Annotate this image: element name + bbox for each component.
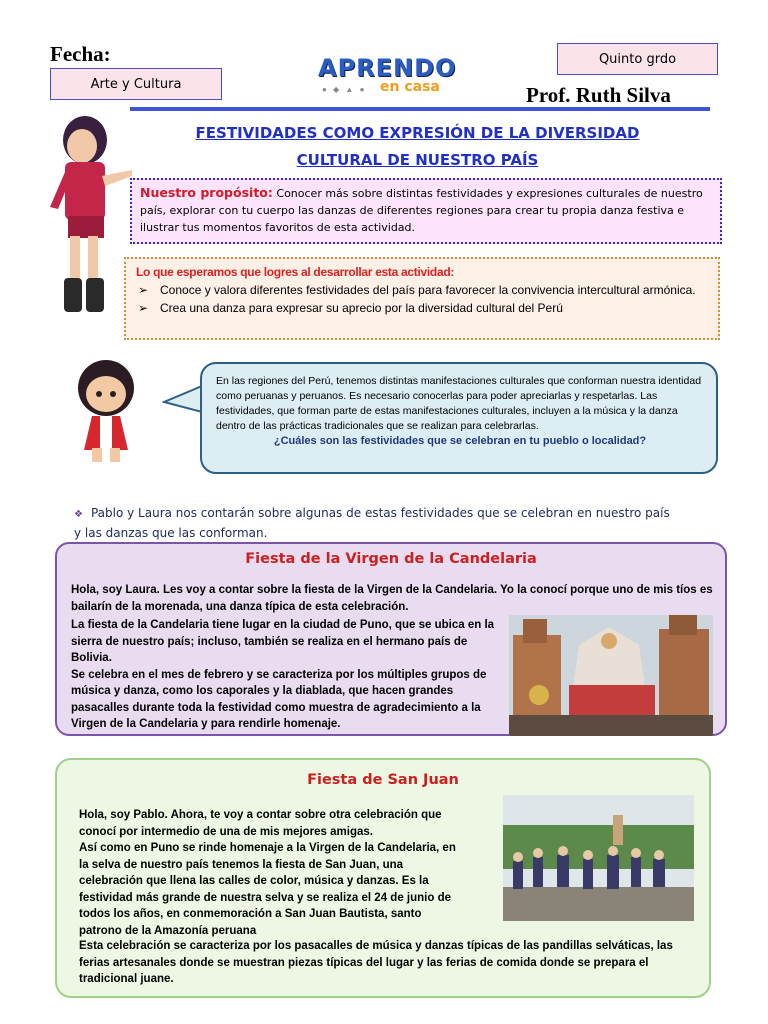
- sanjuan-title: Fiesta de San Juan: [307, 772, 459, 788]
- proposito-box: [130, 178, 722, 244]
- teacher-name: Prof. Ruth Silva: [526, 83, 671, 107]
- sanjuan-photo: [503, 795, 694, 921]
- sanjuan-body: [79, 807, 465, 939]
- candelaria-body: [71, 617, 499, 733]
- grade-box: Quinto grdo: [557, 43, 718, 75]
- sanjuan-paragraph: Hola, soy Pablo. Ahora, te voy a contar sobre otra celebración que conocí por intermedio de una de mis mejores amigas.: [79, 809, 442, 838]
- doll-character-illustration: [70, 358, 145, 466]
- candelaria-card: [55, 542, 727, 736]
- sanjuan-paragraph: Esta celebración se caracteriza por los pasacalles de música y danzas típicas de las pandillas selváticas, las ferias artesanales donde se muestran piezas típicas del lugar y las ferias de comida donde se prepara el tradicional juane.: [79, 940, 673, 985]
- speech-bubble: [200, 362, 718, 474]
- list-item: ➢ Crea una danza para expresar su aprecio por la diversidad cultural del Perú: [138, 301, 563, 315]
- candelaria-paragraph: Se celebra en el mes de febrero y se caracteriza por los múltiples grupos de música y danza, como los caporales y la diablada, que hacen grandes pasacalles durante toda la festividad como muestra de agradecimiento a la Virgen de la Candelaria y para rendirle homenaje.: [71, 668, 487, 730]
- candelaria-title: Fiesta de la Virgen de la Candelaria: [245, 551, 537, 567]
- candelaria-paragraph: La fiesta de la Candelaria tiene lugar en la ciudad de Puno, que se ubica en la sierra de nuestro país; incluso, también se realiza en el hermano país de Bolivia.: [71, 619, 495, 664]
- title-line-1: FESTIVIDADES COMO EXPRESIÓN DE LA DIVERSIDAD: [195, 124, 640, 142]
- proposito-text: Conocer más sobre distintas festividades y expresiones culturales de nuestro país, explorar con tu cuerpo las danzas de diferentes regiones para crear tu propia danza festiva e ilustrar tus momentos favoritos de esta actividad.: [140, 187, 703, 234]
- logo-bottom-text: en casa: [380, 79, 440, 95]
- esperamos-box: [124, 257, 720, 340]
- bubble-text: En las regiones del Perú, tenemos distintas manifestaciones culturales que conforman nuestra identidad como peruanas y peruanos. Es necesario conocerlas para poder apreciarlas y respetarlas. Las festividades, que forman parte de estas manifestaciones culturales, incluyen a la música y la danza dentro de las prácticas tradicionales que se realizan para celebrarlas.: [216, 375, 702, 432]
- area-box: Arte y Cultura: [50, 68, 222, 100]
- page-title: [130, 120, 705, 174]
- title-line-2: CULTURAL DE NUESTRO PAÍS: [296, 151, 539, 169]
- logo-dots-icon: ● ◆ ▲ ●: [322, 85, 367, 94]
- intro-paragraph: ❖ Pablo y Laura nos contarán sobre algunas de estas festividades que se celebran en nuestro país y las danzas que las conforman.: [74, 506, 670, 540]
- diamond-bullet-icon: ❖: [74, 509, 83, 520]
- girl-character-illustration: [40, 112, 135, 322]
- esperamos-label: Lo que esperamos que logres al desarrollar esta actividad:: [136, 265, 455, 279]
- bubble-question: ¿Cuáles son las festividades que se celebran en tu pueblo o localidad?: [273, 435, 647, 447]
- fecha-label: Fecha:: [50, 42, 111, 66]
- logo-top-text: APRENDO: [318, 54, 457, 82]
- proposito-label: Nuestro propósito:: [140, 185, 273, 200]
- speech-bubble-tail: [162, 380, 204, 420]
- candelaria-lead: Hola, soy Laura. Les voy a contar sobre la fiesta de la Virgen de la Candelaria. Yo la conocí porque uno de mis tíos es bailarín de la morenada, una danza típica de esta celebración.: [71, 584, 713, 613]
- esperamos-list: [136, 281, 708, 317]
- sanjuan-card: [55, 758, 711, 998]
- candelaria-photo: [509, 615, 713, 736]
- header-divider: [130, 107, 710, 111]
- arrow-bullet-icon: ➢: [138, 301, 149, 315]
- aprendo-en-casa-logo: [318, 55, 468, 103]
- list-item: ➢ Conoce y valora diferentes festividades del país para favorecer la convivencia intercultural armónica.: [138, 283, 696, 297]
- arrow-bullet-icon: ➢: [138, 283, 149, 297]
- sanjuan-paragraph: Así como en Puno se rinde homenaje a la Virgen de la Candelaria, en la selva de nuestro país tenemos la fiesta de San Juan, una celebración que llena las calles de color, música y danzas. Es la festividad más grande de nuestra selva y se realiza el 24 de junio de todos los años, en conmemoración a San Juan Bautista, santo patrono de la Amazonía peruana: [79, 842, 456, 937]
